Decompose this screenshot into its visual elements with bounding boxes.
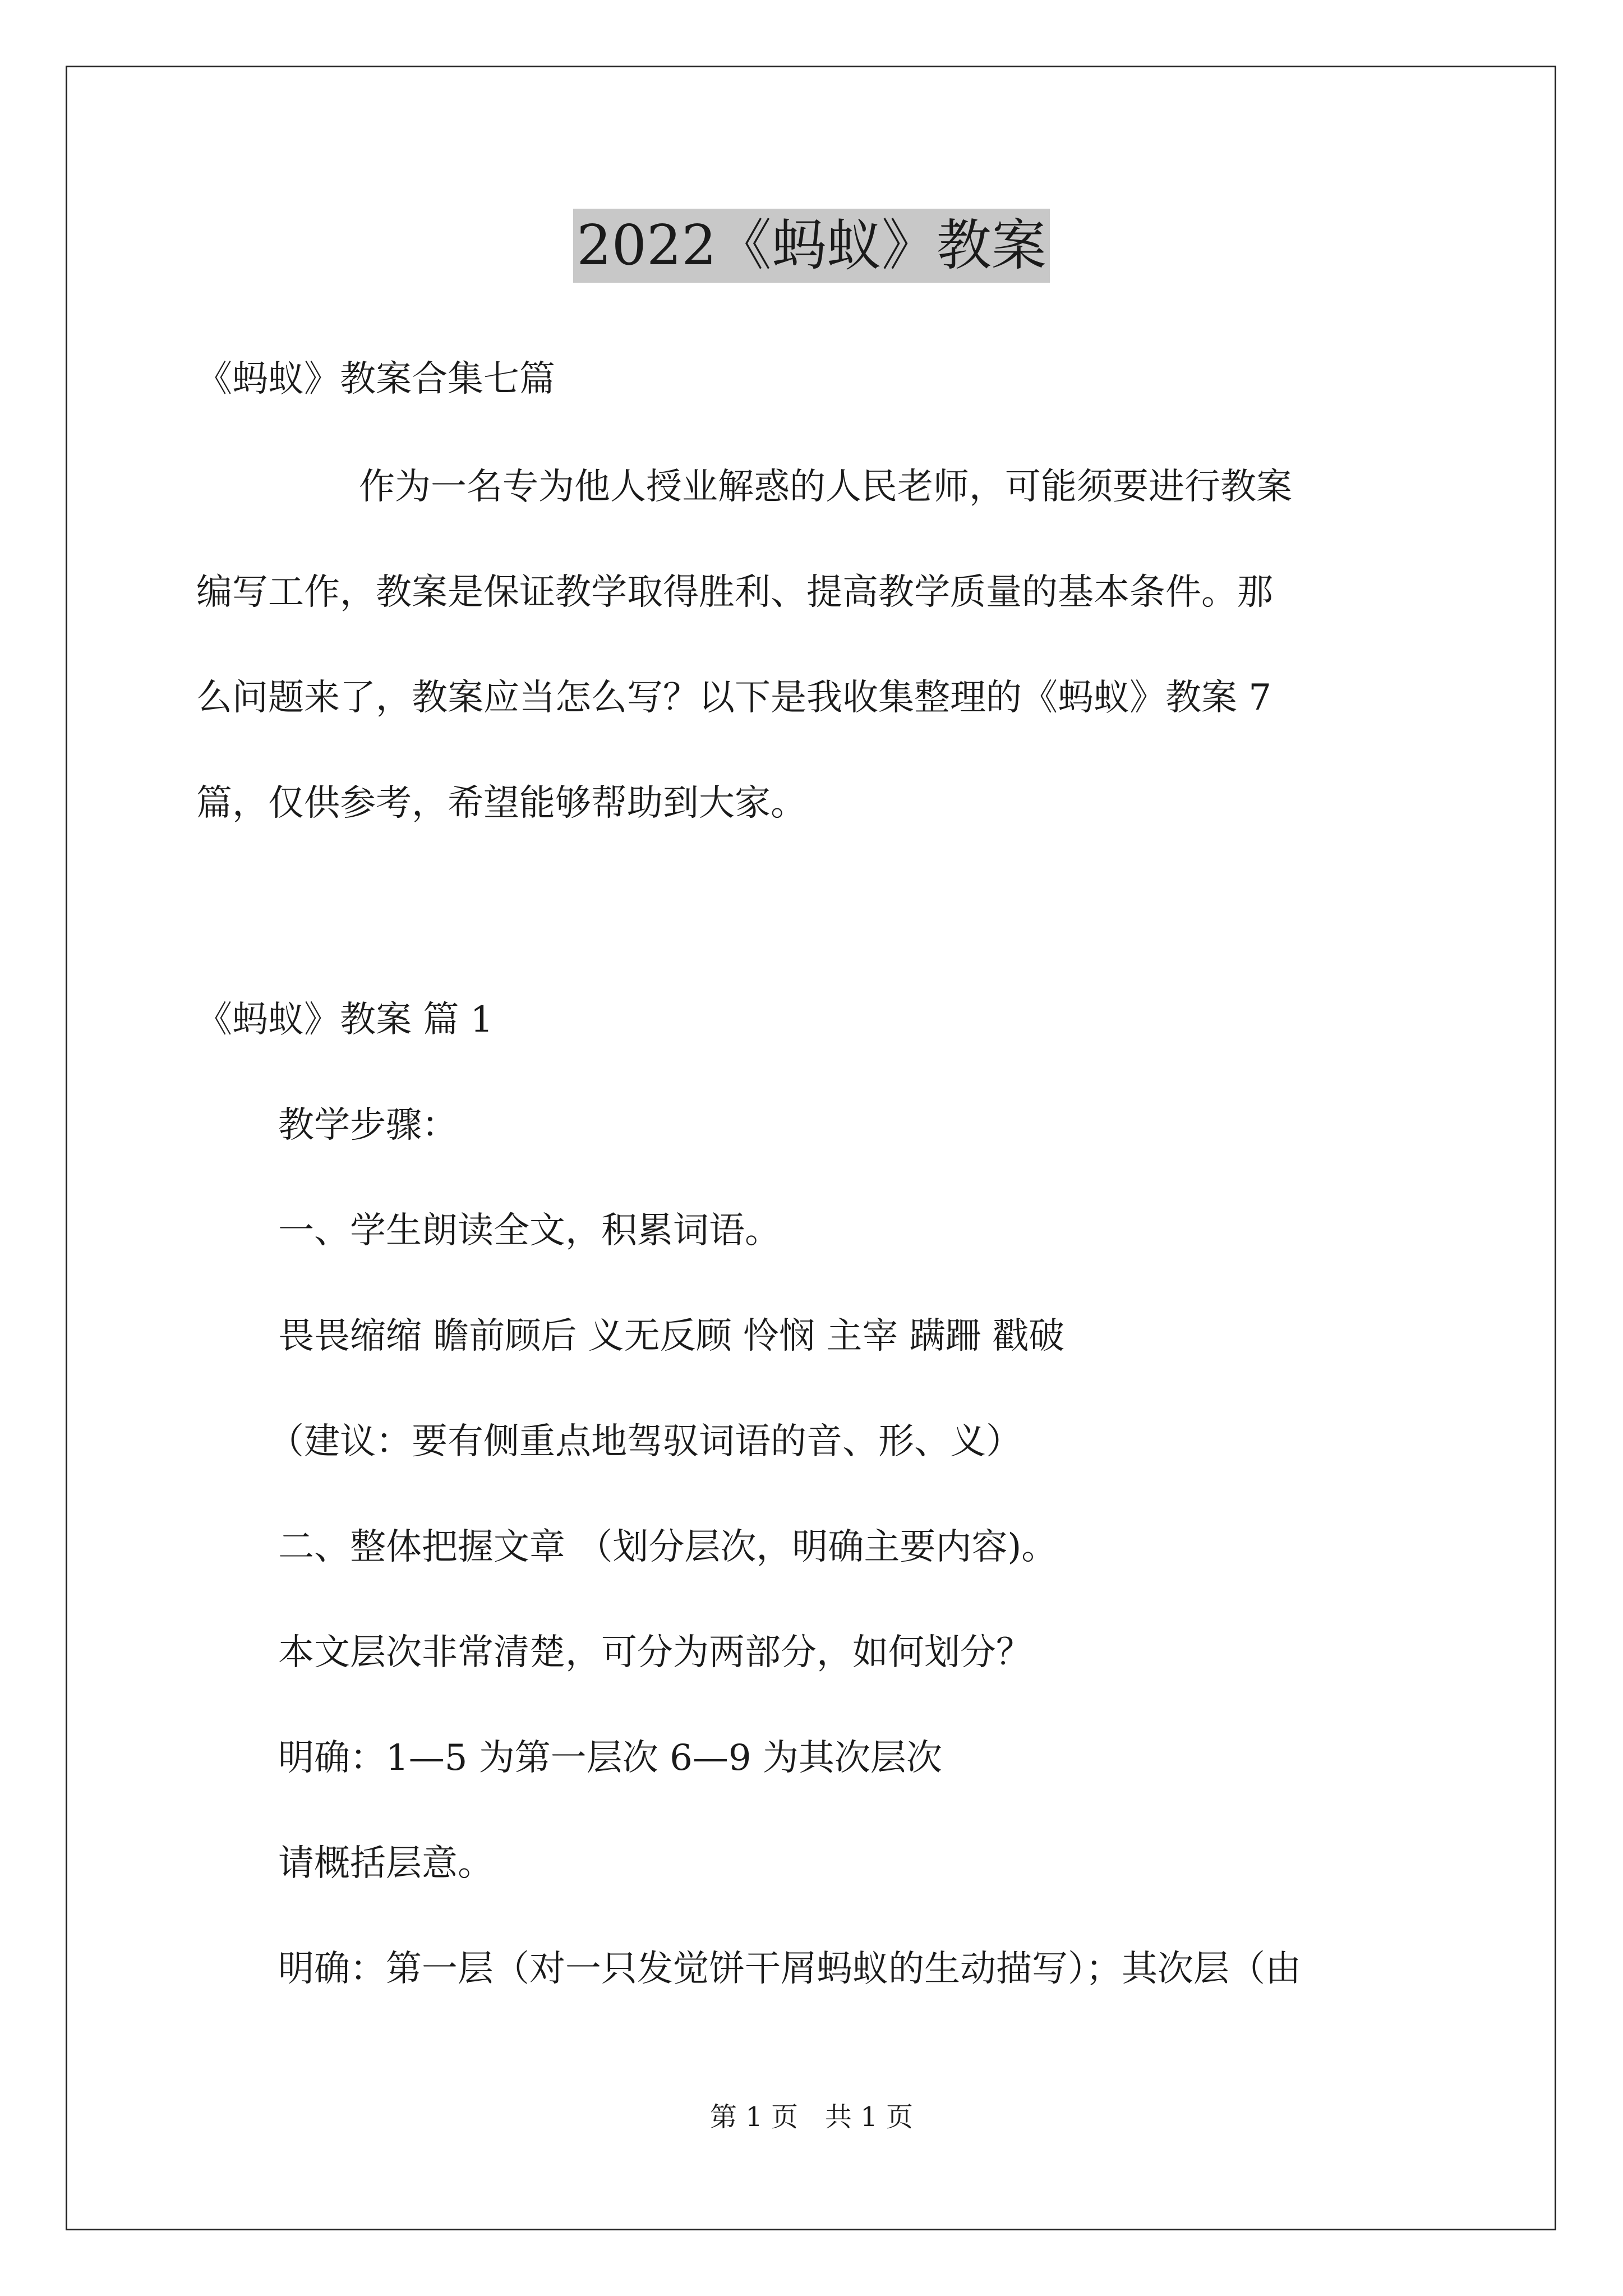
document-title: 2022《蚂蚁》教案 (573, 209, 1049, 283)
body-line: 明确：1—5 为第一层次 6—9 为其次层次 (278, 1737, 942, 1779)
intro-line: 篇，仅供参考，希望能够帮助到大家。 (196, 783, 806, 824)
body-line: 一、学生朗读全文，积累词语。 (278, 1210, 781, 1251)
body-line: （建议：要有侧重点地驾驭词语的音、形、义） (268, 1421, 1022, 1462)
intro-line: 编写工作，教案是保证教学取得胜利、提高教学质量的基本条件。那 (196, 572, 1273, 613)
body-line: 二、整体把握文章 （划分层次，明确主要内容)。 (278, 1526, 1058, 1568)
body-line: 本文层次非常清楚，可分为两部分，如何划分？ (278, 1632, 1032, 1673)
page-total: 共 1 页 (825, 2101, 914, 2133)
document-title-wrap (0, 209, 1623, 283)
body-line: 畏畏缩缩 瞻前顾后 义无反顾 怜悯 主宰 蹒跚 戳破 (278, 1315, 1065, 1357)
body-line: 请概括层意。 (278, 1843, 494, 1884)
page-number: 第 1 页 (709, 2101, 798, 2133)
body-line: 明确：第一层（对一只发觉饼干屑蚂蚁的生动描写）；其次层（由 (278, 1948, 1301, 1990)
intro-line: 么问题来了，教案应当怎么写？以下是我收集整理的《蚂蚁》教案 7 (196, 677, 1272, 719)
intro-line: 作为一名专为他人授业解惑的人民老师，可能须要进行教案 (359, 466, 1292, 508)
section-heading: 《蚂蚁》教案 篇 1 (196, 999, 494, 1041)
body-line: 教学步骤： (278, 1105, 458, 1146)
page-footer (0, 2100, 1623, 2134)
collection-heading: 《蚂蚁》教案合集七篇 (196, 358, 555, 400)
